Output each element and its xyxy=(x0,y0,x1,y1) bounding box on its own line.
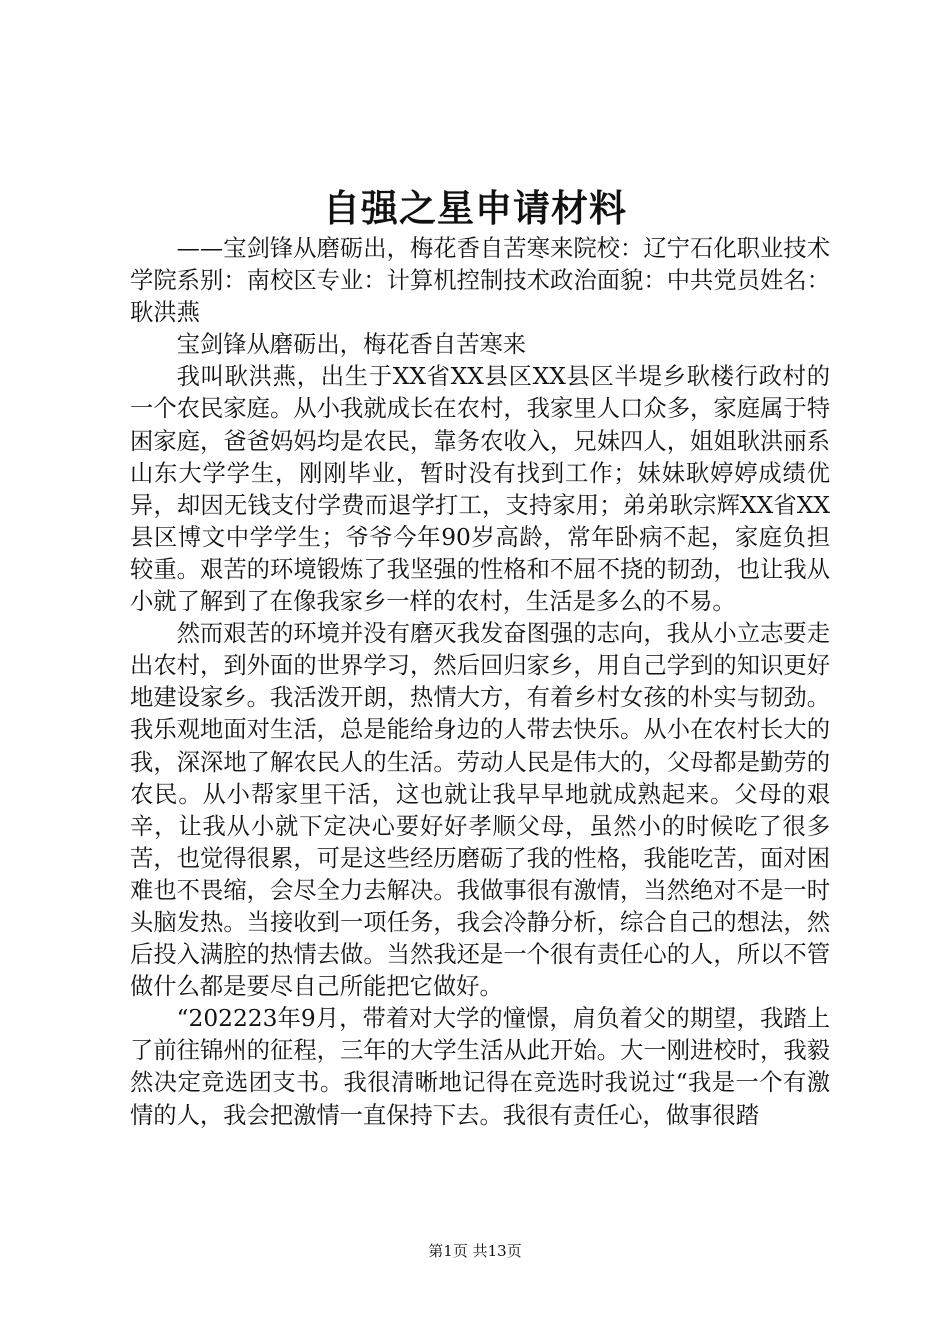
paragraph-college: “202223年9月，带着对大学的憧憬，肩负着父的期望，我踏上了前往锦州的征程，三年的大学生活从此开始。大一刚进校时，我毅然决定竞选团支书。我很清晰地记得在竞选时我说过“我是一个有激情的人，我会把激情一直保持下去。我很有责任心，做事很踏 xyxy=(130,1005,830,1129)
paragraph-character: 然而艰苦的环境并没有磨灭我发奋图强的志向，我从小立志要走出农村，到外面的世界学习，然后回归家乡，用自己学到的知识更好地建设家乡。我活泼开朗，热情大方，有着乡村女孩的朴实与韧劲。我乐观地面对生活，总是能给身边的人带去快乐。从小在农村长大的我，深深地了解农民人的生活。劳动人民是伟大的，父母都是勤劳的农民。从小帮家里干活，这也就让我早早地就成熟起来。父母的艰辛，让我从小就下定决心要好好孝顺父母，虽然小的时候吃了很多苦，也觉得很累，可是这些经历磨砺了我的性格，我能吃苦，面对困难也不畏缩，会尽全力去解决。我做事很有激情，当然绝对不是一时头脑发热。当接收到一项任务，我会冷静分析，综合自己的想法，然后投入满腔的热情去做。当然我还是一个很有责任心的人，所以不管做什么都是要尽自己所能把它做好。 xyxy=(130,620,830,1001)
paragraph-subtitle-info: ——宝剑锋从磨砺出，梅花香自苦寒来院校：辽宁石化职业技术学院系别：南校区专业：计算机控制技术政治面貌：中共党员姓名：耿洪燕 xyxy=(130,235,830,327)
page-footer: 第1页 共13页 xyxy=(428,1242,522,1260)
paragraph-family: 我叫耿洪燕，出生于XX省XX县区XX县区半堤乡耿楼行政村的一个农民家庭。从小我就成长在农村，我家里人口众多，家庭属于特困家庭，爸爸妈妈均是农民，靠务农收入，兄妹四人，姐姐耿洪丽系山东大学学生，刚刚毕业，暂时没有找到工作；妹妹耿婷婷成绩优异，却因无钱支付学费而退学打工，支持家用；弟弟耿宗辉XX省XX县区博文中学学生；爷爷今年90岁高龄，常年卧病不起，家庭负担较重。艰苦的环境锻炼了我坚强的性格和不屈不挠的韧劲，也让我从小就了解到了在像我家乡一样的农村，生活是多么的不易。 xyxy=(130,363,830,616)
document-body xyxy=(130,233,830,1132)
document-title: 自强之星申请材料 xyxy=(323,186,627,230)
paragraph-heading: 宝剑锋从磨砺出，梅花香自苦寒来 xyxy=(176,331,527,359)
